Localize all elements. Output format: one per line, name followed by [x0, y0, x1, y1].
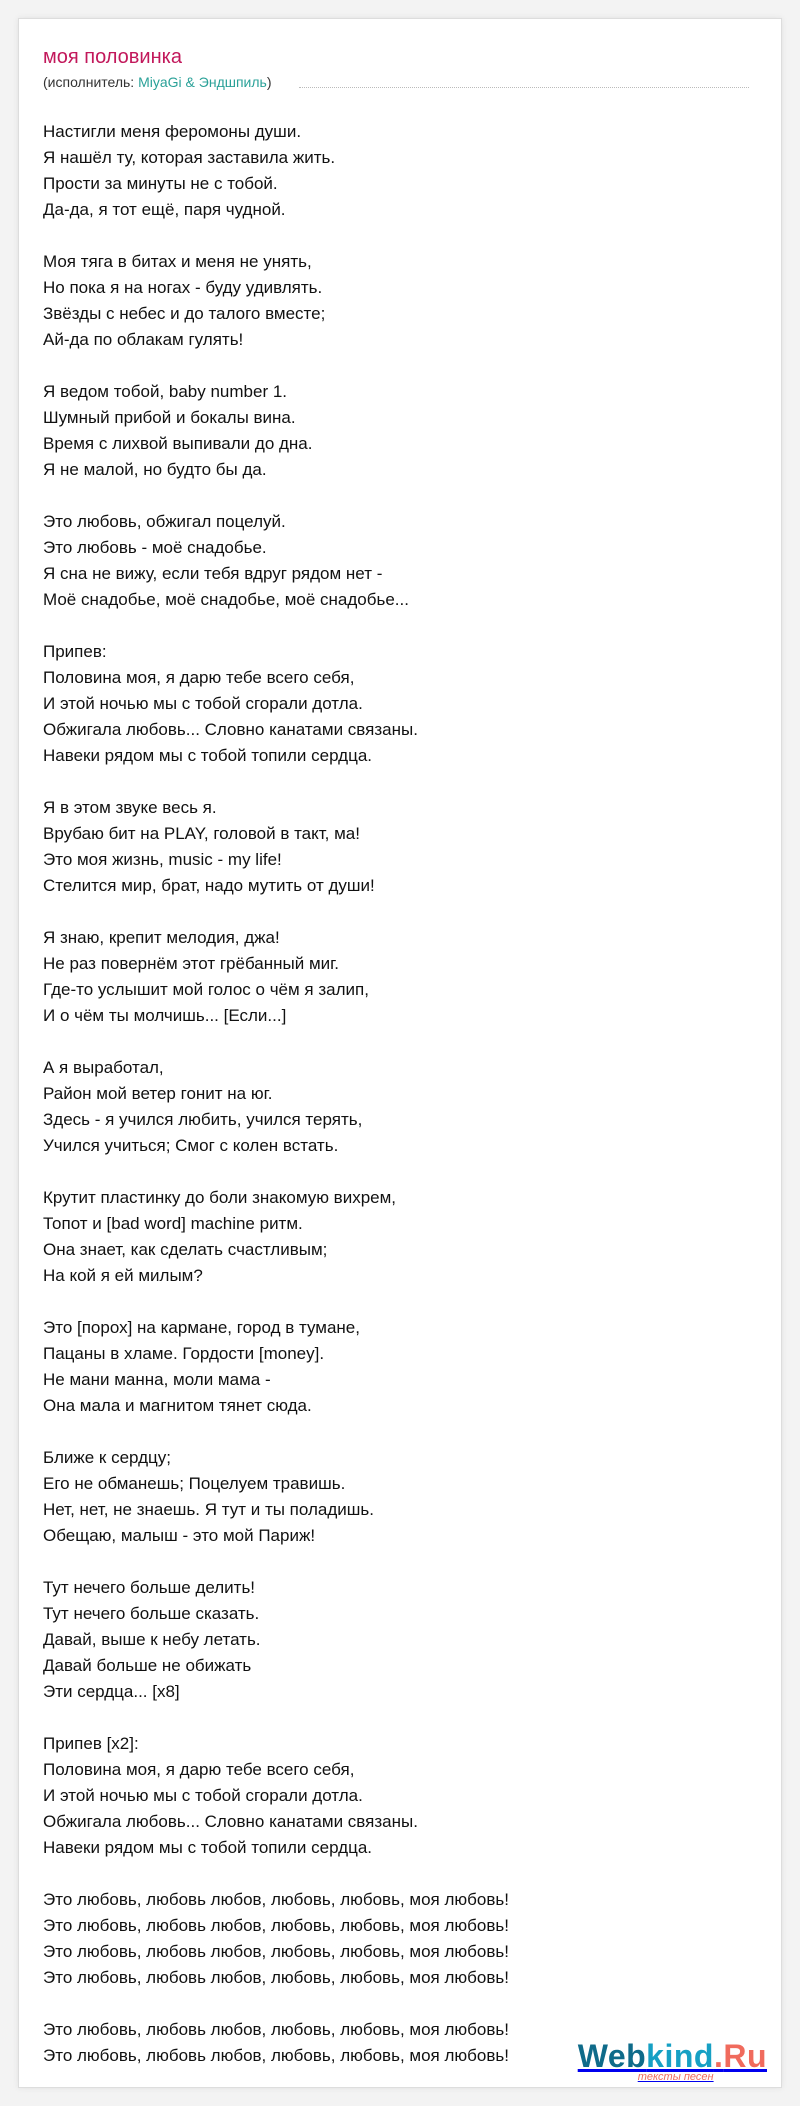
lyrics-line: Прости за минуты не с тобой.: [43, 174, 278, 193]
lyrics-line: На кой я ей милым?: [43, 1266, 203, 1285]
lyrics-line: Обещаю, малыш - это мой Париж!: [43, 1526, 316, 1545]
lyrics-card: [18, 18, 782, 2088]
lyrics-line: Тут нечего больше сказать.: [43, 1604, 260, 1623]
lyrics-line: Это любовь, обжигал поцелуй.: [43, 512, 286, 531]
lyrics-line: Врубаю бит на PLAY, головой в такт, ма!: [43, 824, 360, 843]
lyrics-line: Навеки рядом мы с тобой топили сердца.: [43, 1838, 372, 1857]
lyrics-line: Крутит пластинку до боли знакомую вихрем,: [43, 1188, 397, 1207]
lyrics-line: Припев:: [43, 642, 107, 661]
lyrics-line: Это любовь, любовь любов, любовь, любовь, моя любовь!: [43, 1942, 509, 1961]
lyrics-stanza: [43, 509, 743, 613]
lyrics-line: Обжигала любовь... Словно канатами связаны.: [43, 1812, 418, 1831]
lyrics-stanza: [43, 1731, 743, 1861]
lyrics-stanza: [43, 1055, 743, 1159]
lyrics-line: И о чём ты молчишь... [Если...]: [43, 1006, 287, 1025]
lyrics-line: Не мани манна, моли мама -: [43, 1370, 271, 1389]
logo-kind: kind: [646, 2038, 714, 2074]
lyrics-line: И этой ночью мы с тобой сгорали дотла.: [43, 694, 363, 713]
logo-tagline: тексты песен: [637, 2071, 714, 2083]
lyrics-line: Шумный прибой и бокалы вина.: [43, 408, 296, 427]
logo-wordmark: [578, 2039, 767, 2073]
logo-ru: Ru: [723, 2038, 767, 2074]
lyrics-stanza: [43, 119, 743, 223]
logo-web: Web: [577, 2038, 647, 2074]
lyrics-line: Эти сердца... [x8]: [43, 1682, 180, 1701]
lyrics-stanza: [43, 379, 743, 483]
lyrics-stanza: [43, 639, 743, 769]
performer-suffix: ): [266, 74, 272, 90]
lyrics-stanza: [43, 1887, 743, 1991]
lyrics-line: Навеки рядом мы с тобой топили сердца.: [43, 746, 372, 765]
lyrics-line: Припев [x2]:: [43, 1734, 139, 1753]
lyrics-line: Половина моя, я дарю тебе всего себя,: [43, 668, 355, 687]
lyrics-line: Настигли меня феромоны души.: [43, 122, 302, 141]
lyrics-line: Давай, выше к небу летать.: [43, 1630, 261, 1649]
lyrics-line: Это любовь - моё снадобье.: [43, 538, 267, 557]
song-title: моя половинка: [43, 46, 182, 68]
lyrics-line: Ближе к сердцу;: [43, 1448, 171, 1467]
lyrics-line: Это [порох] на кармане, город в тумане,: [43, 1318, 360, 1337]
lyrics-line: Это любовь, любовь любов, любовь, любовь, моя любовь!: [43, 1916, 509, 1935]
lyrics-line: Стелится мир, брат, надо мутить от души!: [43, 876, 375, 895]
lyrics-line: Топот и [bad word] machine ритм.: [43, 1214, 303, 1233]
lyrics-line: Не раз повернём этот грёбанный миг.: [43, 954, 339, 973]
lyrics-line: Она мала и магнитом тянет сюда.: [43, 1396, 312, 1415]
lyrics-stanza: [43, 1445, 743, 1549]
lyrics-line: Это любовь, любовь любов, любовь, любовь, моя любовь!: [43, 2020, 509, 2039]
lyrics-line: Это любовь, любовь любов, любовь, любовь, моя любовь!: [43, 1968, 509, 1987]
artist-link[interactable]: MiyaGi & Эндшпиль: [138, 74, 267, 90]
lyrics-line: Половина моя, я дарю тебе всего себя,: [43, 1760, 355, 1779]
lyrics-line: И этой ночью мы с тобой сгорали дотла.: [43, 1786, 363, 1805]
lyrics-line: Я в этом звуке весь я.: [43, 798, 217, 817]
lyrics-line: Тут нечего больше делить!: [43, 1578, 256, 1597]
lyrics-stanza: [43, 795, 743, 899]
lyrics-line: Моё снадобье, моё снадобье, моё снадобье...: [43, 590, 409, 609]
lyrics-line: Да-да, я тот ещё, паря чудной.: [43, 200, 286, 219]
lyrics-line: А я выработал,: [43, 1058, 164, 1077]
lyrics-line: Я нашёл ту, которая заставила жить.: [43, 148, 336, 167]
lyrics-line: Его не обманешь; Поцелуем травишь.: [43, 1474, 346, 1493]
lyrics-line: Где-то услышит мой голос о чём я залип,: [43, 980, 369, 999]
lyrics-line: Я ведом тобой, baby number 1.: [43, 382, 288, 401]
performer-line: [43, 73, 272, 91]
site-logo[interactable]: [578, 2039, 767, 2083]
lyrics-line: Район мой ветер гонит на юг.: [43, 1084, 273, 1103]
logo-dot: .: [713, 2038, 724, 2074]
lyrics-line: Учился учиться; Смог с колен встать.: [43, 1136, 339, 1155]
lyrics-line: Ай-да по облакам гулять!: [43, 330, 244, 349]
lyrics-line: Пацаны в хламе. Гордости [money].: [43, 1344, 325, 1363]
lyrics-stanza: [43, 1315, 743, 1419]
lyrics-line: Я не малой, но будто бы да.: [43, 460, 267, 479]
lyrics-line: Она знает, как сделать счастливым;: [43, 1240, 328, 1259]
lyrics-line: Моя тяга в битах и меня не унять,: [43, 252, 312, 271]
lyrics-line: Обжигала любовь... Словно канатами связаны.: [43, 720, 418, 739]
title-divider: [299, 87, 749, 88]
lyrics-line: Нет, нет, не знаешь. Я тут и ты поладишь.: [43, 1500, 374, 1519]
lyrics-line: Я знаю, крепит мелодия, джа!: [43, 928, 280, 947]
lyrics-line: Я сна не вижу, если тебя вдруг рядом нет -: [43, 564, 383, 583]
lyrics-body: [43, 119, 743, 2095]
performer-prefix: (исполнитель:: [43, 74, 139, 90]
lyrics-stanza: [43, 1185, 743, 1289]
lyrics-line: Это любовь, любовь любов, любовь, любовь, моя любовь!: [43, 2046, 509, 2065]
lyrics-line: Время с лихвой выпивали до дна.: [43, 434, 313, 453]
lyrics-line: Это любовь, любовь любов, любовь, любовь, моя любовь!: [43, 1890, 509, 1909]
lyrics-line: Звёзды с небес и до талого вместе;: [43, 304, 326, 323]
lyrics-line: Но пока я на ногах - буду удивлять.: [43, 278, 323, 297]
lyrics-stanza: [43, 925, 743, 1029]
lyrics-line: Это моя жизнь, music - my life!: [43, 850, 282, 869]
lyrics-line: Давай больше не обижать: [43, 1656, 252, 1675]
lyrics-stanza: [43, 1575, 743, 1705]
lyrics-line: Здесь - я учился любить, учился терять,: [43, 1110, 363, 1129]
lyrics-stanza: [43, 249, 743, 353]
